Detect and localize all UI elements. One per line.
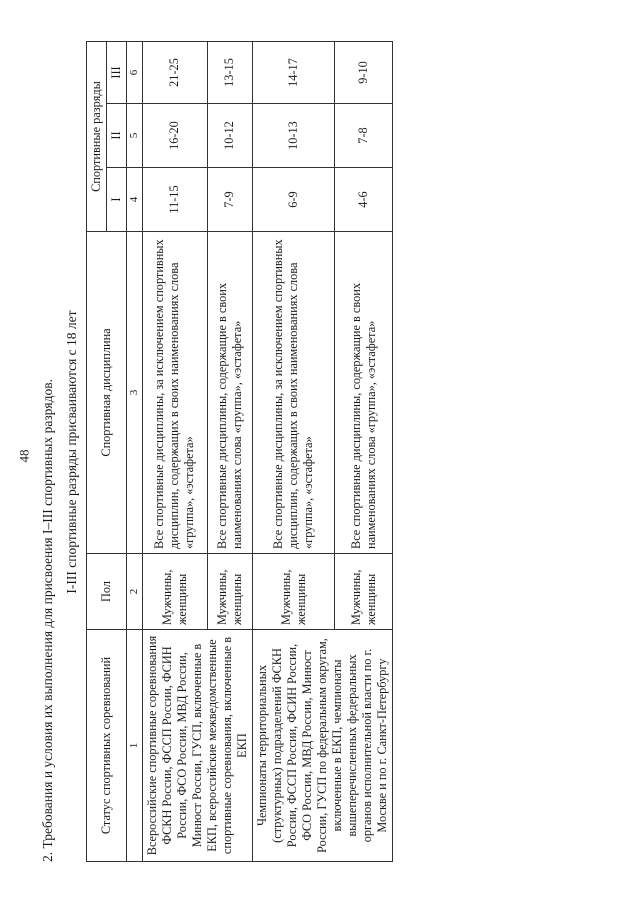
header-rank-1: I	[107, 168, 127, 232]
discipline-cell: Все спортивные дисциплины, за исключением спортивных дисциплин, содержащих в своих наименованиях слова «группа», «эстафета»	[143, 232, 208, 554]
discipline-cell: Все спортивные дисциплины, содержащие в своих наименованиях слова «группа», «эстафета»	[207, 232, 252, 554]
table-subheading: I-III спортивные разряды присваиваются с 18 лет	[64, 310, 79, 594]
column-number: 5	[127, 104, 143, 168]
rank-3-cell: 9-10	[335, 41, 393, 103]
status-cell: Чемпионаты территориальных (структурных) подразделений ФСКН России, ФССП России, ФСИН России, ФСО России, МВД России, Минюст России, ГУСП по федеральным округам, включенные в ЕКП, чемпионаты вышеперечисленных федеральных органов исполнительной власти по г. Москве и по г. Санкт-Петербургу	[253, 630, 393, 862]
header-discipline: Спортивная дисциплина	[87, 232, 127, 554]
rank-1-cell: 6-9	[253, 168, 335, 232]
section-heading: 2. Требования и условия их выполнения для присвоения I–III спортивных разрядов.	[40, 379, 55, 862]
column-number-row	[127, 41, 143, 861]
column-number: 4	[127, 168, 143, 232]
header-rank-3: III	[107, 41, 127, 103]
rank-3-cell: 13-15	[207, 41, 252, 103]
table-header-row	[87, 41, 107, 861]
table-row	[253, 41, 335, 861]
gender-cell: Мужчины, женщины	[207, 554, 252, 630]
rotated-page-content	[40, 42, 600, 862]
column-number: 1	[127, 630, 143, 862]
column-number: 3	[127, 232, 143, 554]
table-row	[143, 41, 208, 861]
column-number: 6	[127, 41, 143, 103]
rank-3-cell: 21-25	[143, 41, 208, 103]
rank-2-cell: 10-13	[253, 104, 335, 168]
rank-2-cell: 16-20	[143, 104, 208, 168]
gender-cell: Мужчины, женщины	[143, 554, 208, 630]
discipline-cell: Все спортивные дисциплины, содержащие в своих наименованиях слова «группа», «эстафета»	[335, 232, 393, 554]
header-ranks-group: Спортивные разряды	[87, 41, 107, 231]
rank-1-cell: 7-9	[207, 168, 252, 232]
ranks-table	[86, 41, 393, 862]
status-cell: Всероссийские спортивные соревнования ФСКН России, ФССП России, ФСИН России, ФСО России, МВД России, Минюст России, ГУСП, включенные в ЕКП, всероссийские межведомственные спортивные соревнования, включенные в ЕКП	[143, 630, 253, 862]
rank-2-cell: 7-8	[335, 104, 393, 168]
rank-3-cell: 14-17	[253, 41, 335, 103]
header-rank-2: II	[107, 104, 127, 168]
discipline-cell: Все спортивные дисциплины, за исключением спортивных дисциплин, содержащих в своих наименованиях слова «группа», «эстафета»	[253, 232, 335, 554]
column-number: 2	[127, 554, 143, 630]
header-gender: Пол	[87, 554, 127, 630]
rank-2-cell: 10-12	[207, 104, 252, 168]
gender-cell: Мужчины, женщины	[253, 554, 335, 630]
header-status: Статус спортивных соревнований	[87, 630, 127, 862]
page-number: 48	[16, 449, 32, 463]
rank-1-cell: 11-15	[143, 168, 208, 232]
rank-1-cell: 4-6	[335, 168, 393, 232]
gender-cell: Мужчины, женщины	[335, 554, 393, 630]
